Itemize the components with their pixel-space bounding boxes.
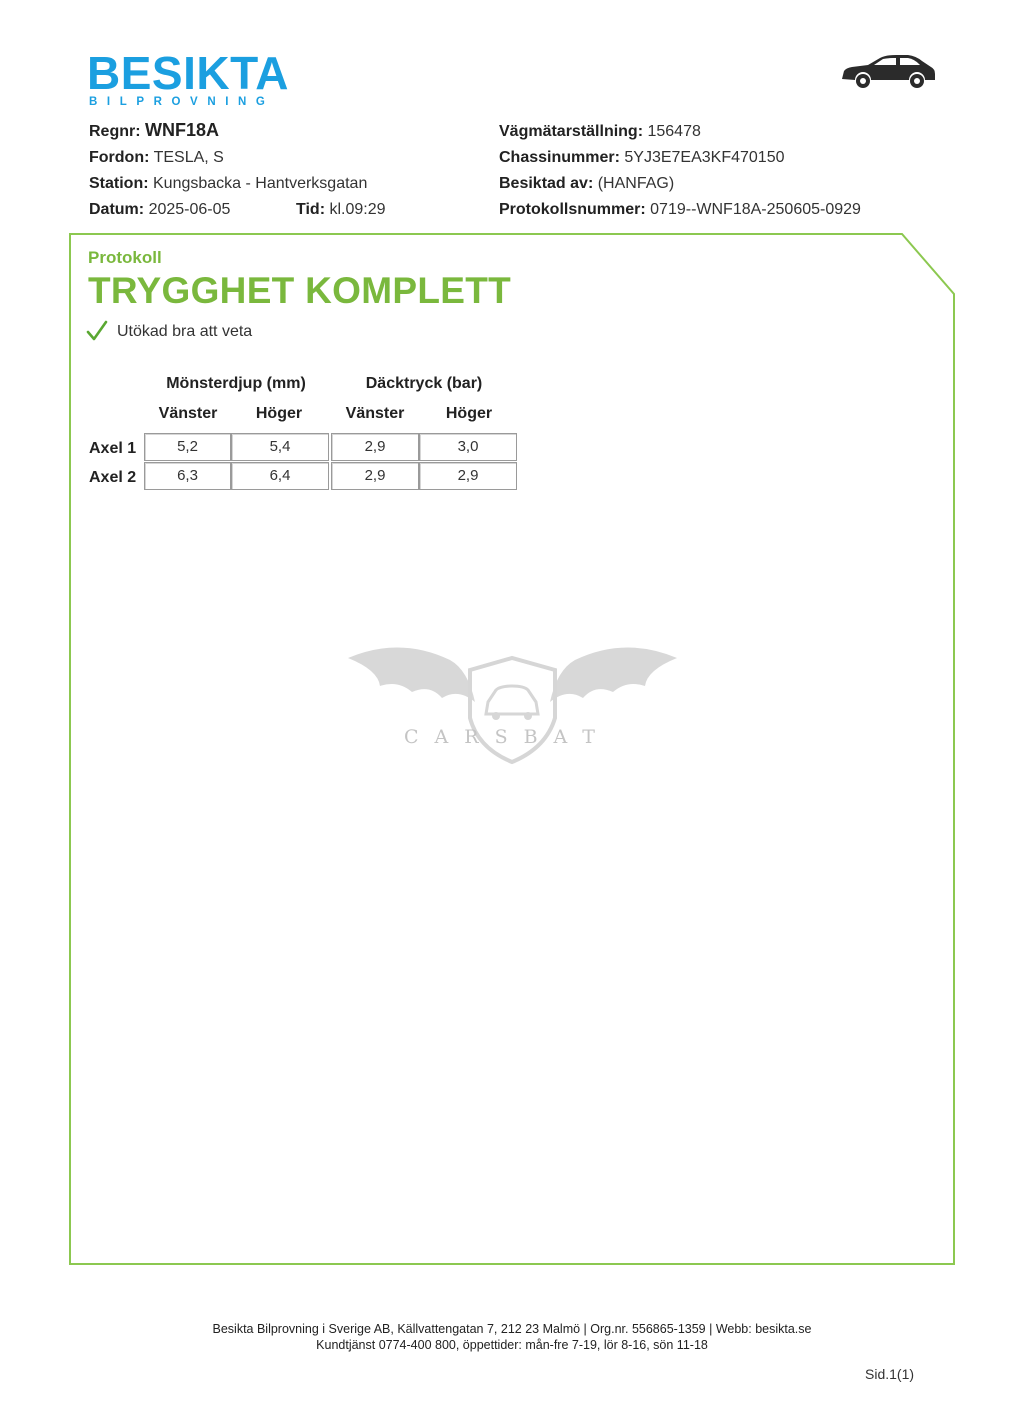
axle-2-tread-right: 6,4 <box>231 462 329 490</box>
tid-row <box>296 202 386 218</box>
inspector-label: Besiktad av: <box>499 175 594 192</box>
checkmark-icon <box>86 319 108 343</box>
subheader-right-pressure: Höger <box>445 405 493 422</box>
regnr-row <box>89 121 219 140</box>
protocol-number-label: Protokollsnummer: <box>499 201 646 218</box>
besikta-logo: BESIKTA <box>87 47 289 99</box>
axle-2-label: Axel 2 <box>89 469 137 486</box>
fordon-value: TESLA, S <box>153 149 224 166</box>
car-icon <box>838 52 938 92</box>
logo-tagline: BILPROVNING <box>89 96 275 108</box>
chassis-value: 5YJ3E7EA3KF470150 <box>624 149 785 166</box>
odometer-value: 156478 <box>647 123 701 140</box>
tid-label: Tid: <box>296 201 326 218</box>
inspector-row <box>499 176 674 192</box>
station-label: Station: <box>89 175 149 192</box>
tire-pressure-header: Däcktryck (bar) <box>365 375 483 392</box>
axle-1-tread-right: 5,4 <box>231 433 329 461</box>
regnr-label: Regnr: <box>89 123 141 140</box>
axle-1-tread-left: 5,2 <box>144 433 231 461</box>
axle-1-pressure-left: 2,9 <box>331 433 419 461</box>
odometer-row <box>499 124 701 140</box>
fordon-label: Fordon: <box>89 149 150 166</box>
protocol-number-value: 0719--WNF18A-250605-0929 <box>650 201 861 218</box>
protocol-number-row <box>499 202 861 218</box>
odometer-label: Vägmätarställning: <box>499 123 644 140</box>
subheader-right-tread: Höger <box>255 405 303 422</box>
protocol-label: Protokoll <box>88 248 162 267</box>
axle-1-label: Axel 1 <box>89 440 137 457</box>
footer-company-info: Besikta Bilprovning i Sverige AB, Källvattengatan 7, 212 23 Malmö | Org.nr. 556865-1359 | Webb: besikta.se <box>212 1322 812 1336</box>
footer-customer-service: Kundtjänst 0774-400 800, öppettider: mån-fre 7-19, lör 8-16, sön 11-18 <box>316 1338 708 1352</box>
watermark-text: CARSBAT <box>404 726 611 748</box>
fordon-row <box>89 150 224 166</box>
station-row <box>89 176 367 192</box>
tread-depth-header: Mönsterdjup (mm) <box>166 375 306 392</box>
subheader-left-pressure: Vänster <box>345 405 405 422</box>
axle-2-tread-left: 6,3 <box>144 462 231 490</box>
chassis-row <box>499 150 785 166</box>
datum-label: Datum: <box>89 201 145 218</box>
protocol-title: TRYGGHET KOMPLETT <box>88 270 512 311</box>
regnr-value: WNF18A <box>145 120 220 140</box>
station-value: Kungsbacka - Hantverksgatan <box>153 175 368 192</box>
axle-2-pressure-right: 2,9 <box>419 462 517 490</box>
subheader-left-tread: Vänster <box>158 405 218 422</box>
check-text: Utökad bra att veta <box>117 323 253 340</box>
page-number: Sid.1(1) <box>865 1366 915 1382</box>
tid-value: kl.09:29 <box>329 201 386 218</box>
bat-wings-shield-icon <box>340 640 685 770</box>
axle-2-pressure-left: 2,9 <box>331 462 419 490</box>
datum-value: 2025-06-05 <box>148 201 231 218</box>
datum-row <box>89 202 230 218</box>
axle-1-pressure-right: 3,0 <box>419 433 517 461</box>
inspector-value: (HANFAG) <box>597 175 675 192</box>
chassis-label: Chassinummer: <box>499 149 620 166</box>
